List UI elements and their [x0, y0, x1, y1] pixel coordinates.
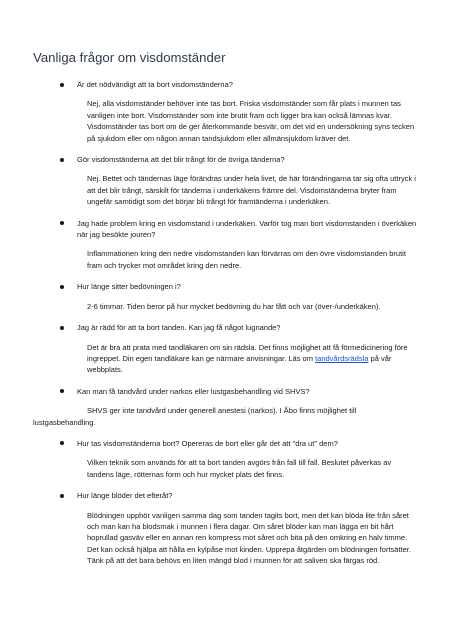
page-title: Vanliga frågor om visdomständer [33, 50, 226, 65]
faq-question-8: Hur länge blöder det efteråt? [33, 490, 423, 501]
faq-answer-6: SHVS ger inte tandvård under generell anestesi (narkos). I Åbo finns möjlighet till lustgasbehandling. [33, 406, 357, 427]
faq-answer-4: 2-6 timmar. Tiden beror på hur mycket bedövning du har fått och var (över-/underkäken). [87, 301, 381, 311]
faq-answer-5: Det är bra att prata med tandläkaren om sin rädsla. Det finns möjlighet att få förmedicinering före ingreppet. Din egen tandläkare kan ge närmare anvisningar. Läs om tandvårdsrädsla på vår webbplats. [87, 342, 408, 375]
faq-answer-7: Vilken teknik som används för att ta bort tanden avgörs från fall till fall. Beslutet påverkas av tandens läge, rötternas form och hur mycket plats det finns. [87, 458, 392, 479]
tandvardsradsla-link[interactable]: tandvårdsrädsla [315, 353, 369, 363]
bullet-icon [60, 326, 64, 330]
faq-question-7: Hur tas visdomständerna bort? Opereras de bort eller går det att "dra ut" dem? [33, 438, 423, 449]
faq-question-6: Kan man få tandvård under narkos eller lustgasbehandling vid SHVS? [33, 386, 423, 397]
faq-answer-2: Nej. Bettet och tändernas läge förändras under hela livet, de här förändringarna tar sig ofta uttryck i att det blir trångt, särskilt för tänderna i underkäkens främre del. Visdomständerna bryter fram ungefär samtidigt som det börjar bli trångt för framtänderna i underkäken. [87, 174, 416, 207]
faq-question-1: Är det nödvändigt att ta bort visdomständerna? [33, 79, 423, 90]
faq-answer-3: Inflammationen kring den nedre visdomstanden kan förvärras om den övre visdomstanden brutit fram och trycker mot området kring den nedre. [87, 249, 406, 270]
bullet-icon [60, 83, 64, 87]
faq-answer-8: Blödningen upphör vanligen samma dag som tanden tagits bort, men det kan blöda lite från såret och man kan ha blodsmak i munnen i flera dagar. Om såret blöder kan man lägga en bit hårt hoprullad gasväv eller en annan ren kompress mot såret och bita på den omkring en halv timme. Det kan också hjälpa att hålla en kylpåse mot kinden. Upprepa åtgärden om blödningen fortsätter. Tänk på att det bara behövs en liten mängd blod i munnen för att saliven ska färgas röd. [87, 510, 411, 566]
faq-question-5: Jag är rädd för att ta bort tanden. Kan jag få något lugnande? [33, 322, 423, 333]
bullet-icon [60, 285, 64, 289]
faq-question-2: Gör visdomständerna att det blir trångt för de övriga tänderna? [33, 154, 423, 165]
faq-answer-1: Nej, alla visdomständer behöver inte tas bort. Friska visdomständer som får plats i munnen tas vanligen inte bort. Visdomständer som inte brutit fram och ligger bra kan också lämnas kvar. Visdomständer tas bort om de ger återkommande besvär, om det vid en undersökning syns tecken på sjukdom eller om någon annan tandsjukdom eller allmänsjukdom kräver det. [87, 99, 415, 143]
faq-question-3: Jag hade problem kring en visdomstand i underkäken. Varför tog man bort visdomstanden i överkäken när jag besökte jouren? [33, 218, 423, 241]
faq-question-4: Hur länge sitter bedövningen i? [33, 281, 423, 292]
bullet-icon [60, 494, 64, 498]
bullet-icon [60, 158, 64, 162]
